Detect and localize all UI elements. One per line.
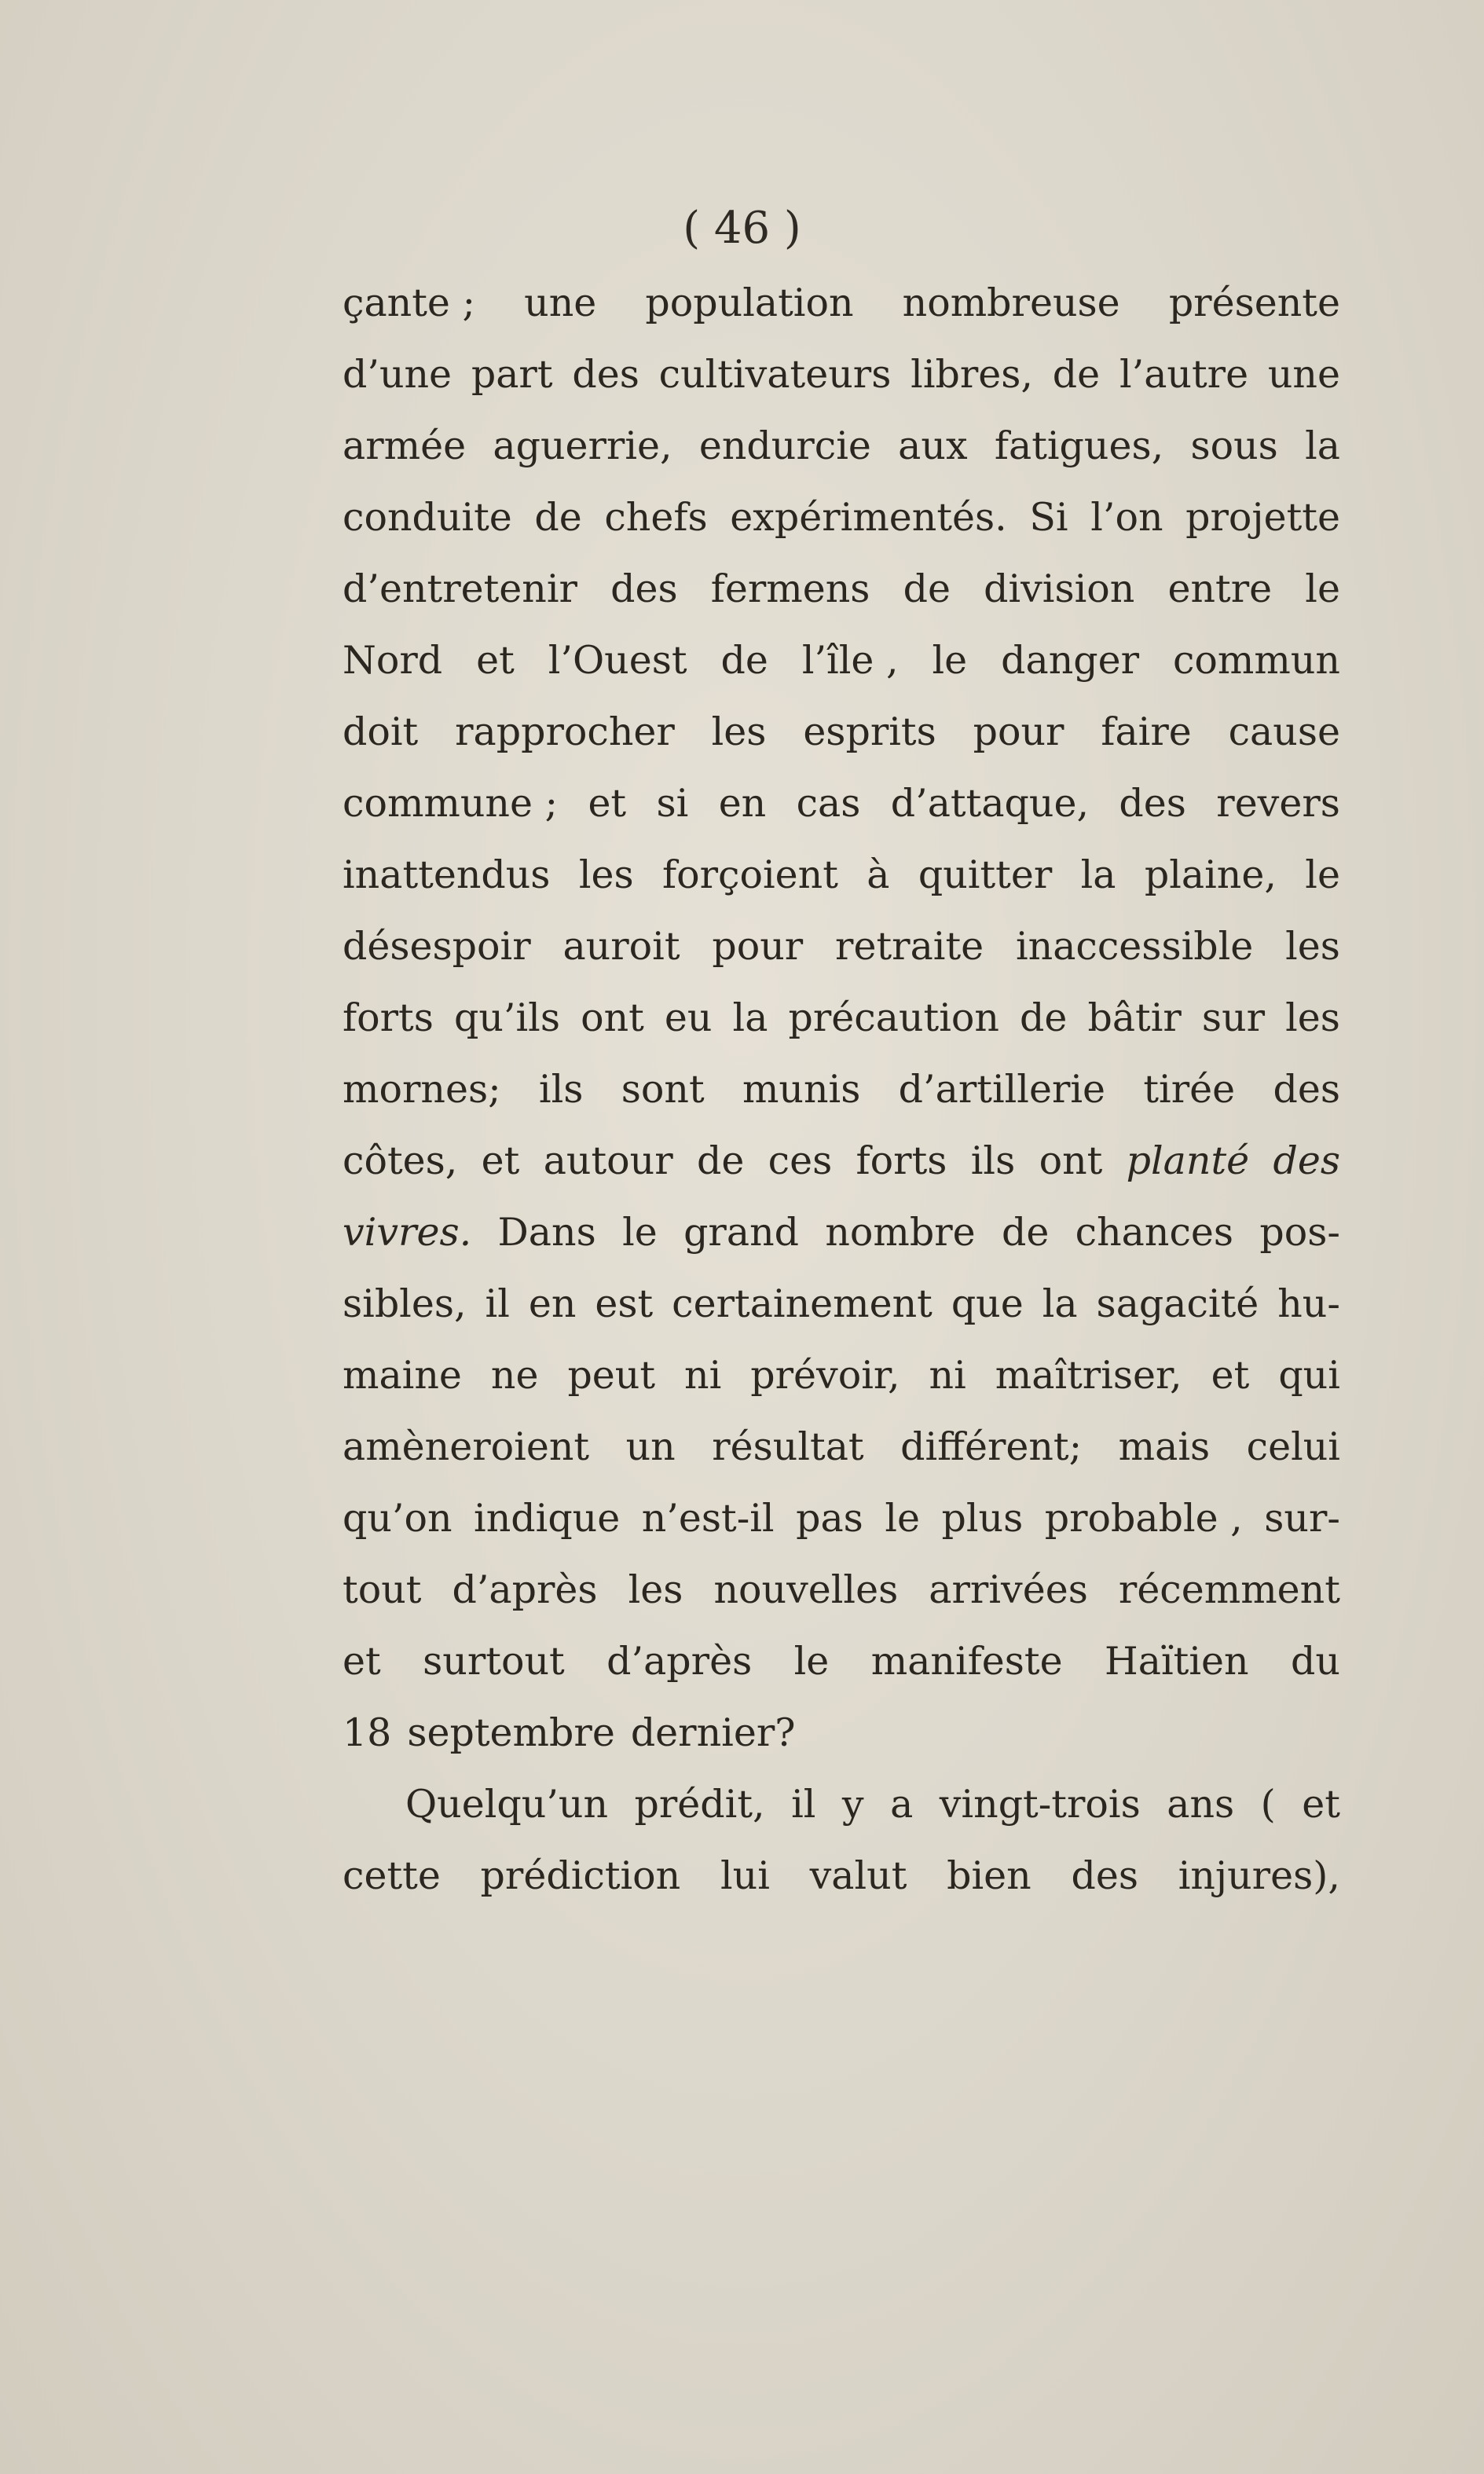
word: ont — [1039, 1138, 1103, 1183]
word: le — [932, 638, 968, 683]
word: présente — [1168, 280, 1340, 325]
text-line — [343, 482, 1340, 553]
word: l’on — [1090, 495, 1163, 540]
text-line — [343, 696, 1340, 768]
word: des — [610, 566, 678, 611]
word: bâtir — [1087, 995, 1182, 1040]
word: maine — [343, 1353, 462, 1398]
word: récemment — [1118, 1567, 1340, 1612]
word: expérimentés. — [730, 495, 1007, 540]
word: celui — [1246, 1424, 1340, 1469]
word: Nord — [343, 638, 443, 683]
word: hu- — [1277, 1281, 1340, 1326]
word: quitter — [918, 852, 1053, 897]
word: mais — [1118, 1424, 1211, 1469]
word: tirée — [1143, 1067, 1236, 1112]
word: çante ; — [343, 280, 475, 325]
word: cas — [796, 781, 861, 826]
word: résultat — [712, 1424, 864, 1469]
word: et — [588, 781, 627, 826]
word: autour — [543, 1138, 673, 1183]
text-line — [343, 1554, 1340, 1626]
word: a — [890, 1782, 914, 1827]
text-line — [343, 982, 1340, 1054]
text-line — [343, 267, 1340, 339]
word: l’Ouest — [548, 638, 687, 683]
word: les — [628, 1567, 683, 1612]
word: n’est-il — [641, 1496, 775, 1541]
word: que — [951, 1281, 1024, 1326]
word: il — [791, 1782, 816, 1827]
word: inaccessible — [1015, 924, 1254, 969]
text-line — [343, 1054, 1340, 1125]
word: qui — [1278, 1353, 1340, 1398]
word: une — [524, 280, 597, 325]
word: pos- — [1259, 1210, 1340, 1255]
word: et — [476, 638, 515, 683]
text-line — [343, 768, 1340, 839]
word: précaution — [788, 995, 999, 1040]
word: eu — [664, 995, 713, 1040]
text-line — [343, 1411, 1340, 1483]
word: indique — [474, 1496, 621, 1541]
word: nombreuse — [902, 280, 1120, 325]
word: l’autre — [1119, 352, 1249, 397]
word: la — [1042, 1281, 1078, 1326]
word: les — [1285, 924, 1340, 969]
word: commune ; — [343, 781, 559, 826]
word: ( — [1260, 1782, 1276, 1827]
word: commun — [1172, 638, 1340, 683]
word: Haïtien — [1105, 1639, 1249, 1684]
word: d’après — [606, 1639, 753, 1684]
word: à — [867, 852, 890, 897]
word: endurcie — [698, 423, 871, 468]
word: amèneroient — [343, 1424, 590, 1469]
word: aux — [898, 423, 968, 468]
word: chances — [1075, 1210, 1234, 1255]
word: grand — [683, 1210, 799, 1255]
word: sur — [1201, 995, 1266, 1040]
text-line — [343, 911, 1340, 982]
word: pour — [973, 709, 1064, 754]
word: armée — [343, 423, 467, 468]
word: de — [696, 1138, 745, 1183]
word: des — [1273, 1067, 1340, 1112]
word: manifeste — [870, 1639, 1063, 1684]
word: certainement — [672, 1281, 933, 1326]
word: désespoir — [343, 924, 531, 969]
word: munis — [742, 1067, 861, 1112]
word: conduite — [343, 495, 512, 540]
word: aguerrie, — [493, 423, 672, 468]
word: cause — [1228, 709, 1340, 754]
word: population — [645, 280, 854, 325]
text-line — [343, 553, 1340, 625]
word: vingt-trois — [939, 1782, 1141, 1827]
word: le — [1305, 852, 1340, 897]
word: est — [595, 1281, 654, 1326]
word: qu’on — [343, 1496, 453, 1541]
text-line — [343, 1197, 1340, 1268]
word: y — [841, 1782, 864, 1827]
body-text — [343, 267, 1340, 1911]
text-line — [343, 1268, 1340, 1340]
word: division — [984, 566, 1135, 611]
word: bien — [947, 1853, 1031, 1898]
word: cette — [343, 1853, 441, 1898]
word: d’artillerie — [898, 1067, 1106, 1112]
text-line — [343, 1483, 1340, 1554]
word: et — [1211, 1353, 1250, 1398]
word: ont — [581, 995, 644, 1040]
word: probable , — [1044, 1496, 1243, 1541]
word: en — [718, 781, 767, 826]
word: revers — [1216, 781, 1340, 826]
word: Quelqu’un — [405, 1782, 609, 1827]
word: projette — [1185, 495, 1340, 540]
word: forts — [343, 995, 434, 1040]
word: ils — [970, 1138, 1016, 1183]
word: de — [1052, 352, 1101, 397]
word: les — [711, 709, 767, 754]
word: si — [656, 781, 689, 826]
word: de — [720, 638, 768, 683]
word: septembre — [407, 1710, 615, 1755]
word: d’après — [452, 1567, 598, 1612]
word: ils — [538, 1067, 584, 1112]
word: la — [1080, 852, 1116, 897]
text-line — [343, 339, 1340, 410]
word: des — [1071, 1853, 1138, 1898]
word: la — [1305, 423, 1340, 468]
word: des — [572, 352, 639, 397]
word: de — [903, 566, 951, 611]
word: mornes; — [343, 1067, 501, 1112]
word: nouvelles — [713, 1567, 899, 1612]
word: d’attaque, — [890, 781, 1090, 826]
word: part — [471, 352, 553, 397]
word: et — [1302, 1782, 1340, 1827]
text-line — [343, 410, 1340, 482]
word: les — [1285, 995, 1340, 1040]
word: injures), — [1178, 1853, 1340, 1898]
word: qu’ils — [453, 995, 560, 1040]
word: fermens — [710, 566, 870, 611]
text-line — [343, 1340, 1340, 1411]
word: forçoient — [662, 852, 838, 897]
word: le — [1305, 566, 1340, 611]
word: ans — [1167, 1782, 1235, 1827]
text-line — [343, 1125, 1340, 1197]
text-line — [343, 625, 1340, 696]
word: chefs — [604, 495, 708, 540]
word: le — [885, 1496, 920, 1541]
word: l’île , — [801, 638, 899, 683]
word: surtout — [423, 1639, 565, 1684]
italic-word: des — [1273, 1138, 1340, 1183]
word: côtes, — [343, 1138, 458, 1183]
word: de — [1020, 995, 1068, 1040]
word: cultivateurs — [658, 352, 892, 397]
word: ni — [684, 1353, 722, 1398]
word: Dans — [497, 1210, 596, 1255]
word: des — [1119, 781, 1186, 826]
word: inattendus — [343, 852, 551, 897]
word: 18 — [343, 1710, 392, 1755]
word: prédit, — [634, 1782, 765, 1827]
word: peut — [567, 1353, 656, 1398]
word: danger — [1001, 638, 1140, 683]
text-line — [343, 1840, 1340, 1911]
word: il — [485, 1281, 510, 1326]
italic-word: vivres. — [343, 1210, 472, 1255]
word: retraite — [835, 924, 984, 969]
word: d’entretenir — [343, 566, 577, 611]
word: de — [534, 495, 582, 540]
page-number: ( 46 ) — [683, 203, 801, 254]
word: auroit — [562, 924, 680, 969]
italic-word: planté — [1126, 1138, 1250, 1183]
word: forts — [856, 1138, 947, 1183]
word: pour — [712, 924, 804, 969]
word: le — [793, 1639, 830, 1684]
word: esprits — [803, 709, 936, 754]
word: fatigues, — [994, 423, 1164, 468]
word: un — [625, 1424, 676, 1469]
word: Si — [1029, 495, 1068, 540]
word: ces — [768, 1138, 833, 1183]
text-line — [343, 1626, 1340, 1697]
word: prévoir, — [750, 1353, 900, 1398]
word: lui — [720, 1853, 770, 1898]
word: différent; — [900, 1424, 1083, 1469]
word: du — [1291, 1639, 1340, 1684]
word: ne — [490, 1353, 539, 1398]
word: et — [481, 1138, 520, 1183]
word: sibles, — [343, 1281, 467, 1326]
text-line — [343, 839, 1340, 911]
word: doit — [343, 709, 419, 754]
word: une — [1267, 352, 1340, 397]
word: d’une — [343, 352, 453, 397]
word: prédiction — [480, 1853, 681, 1898]
word: tout — [343, 1567, 422, 1612]
word: valut — [809, 1853, 907, 1898]
word: libres, — [911, 352, 1034, 397]
word: pas — [796, 1496, 863, 1541]
word: rapprocher — [455, 709, 675, 754]
word: plaine, — [1144, 852, 1277, 897]
text-line — [343, 1697, 1340, 1768]
word: en — [528, 1281, 577, 1326]
word: maîtriser, — [995, 1353, 1182, 1398]
word: sous — [1190, 423, 1278, 468]
word: dernier? — [630, 1710, 796, 1755]
word: sagacité — [1096, 1281, 1259, 1326]
word: de — [1001, 1210, 1050, 1255]
word: nombre — [825, 1210, 976, 1255]
word: et — [343, 1639, 381, 1684]
word: entre — [1167, 566, 1273, 611]
word: les — [578, 852, 634, 897]
word: la — [732, 995, 768, 1040]
word: sur- — [1264, 1496, 1340, 1541]
word: le — [622, 1210, 658, 1255]
text-line — [343, 1768, 1340, 1840]
word: plus — [941, 1496, 1024, 1541]
word: faire — [1101, 709, 1192, 754]
word: ni — [929, 1353, 966, 1398]
word: arrivées — [929, 1567, 1088, 1612]
word: sont — [621, 1067, 705, 1112]
